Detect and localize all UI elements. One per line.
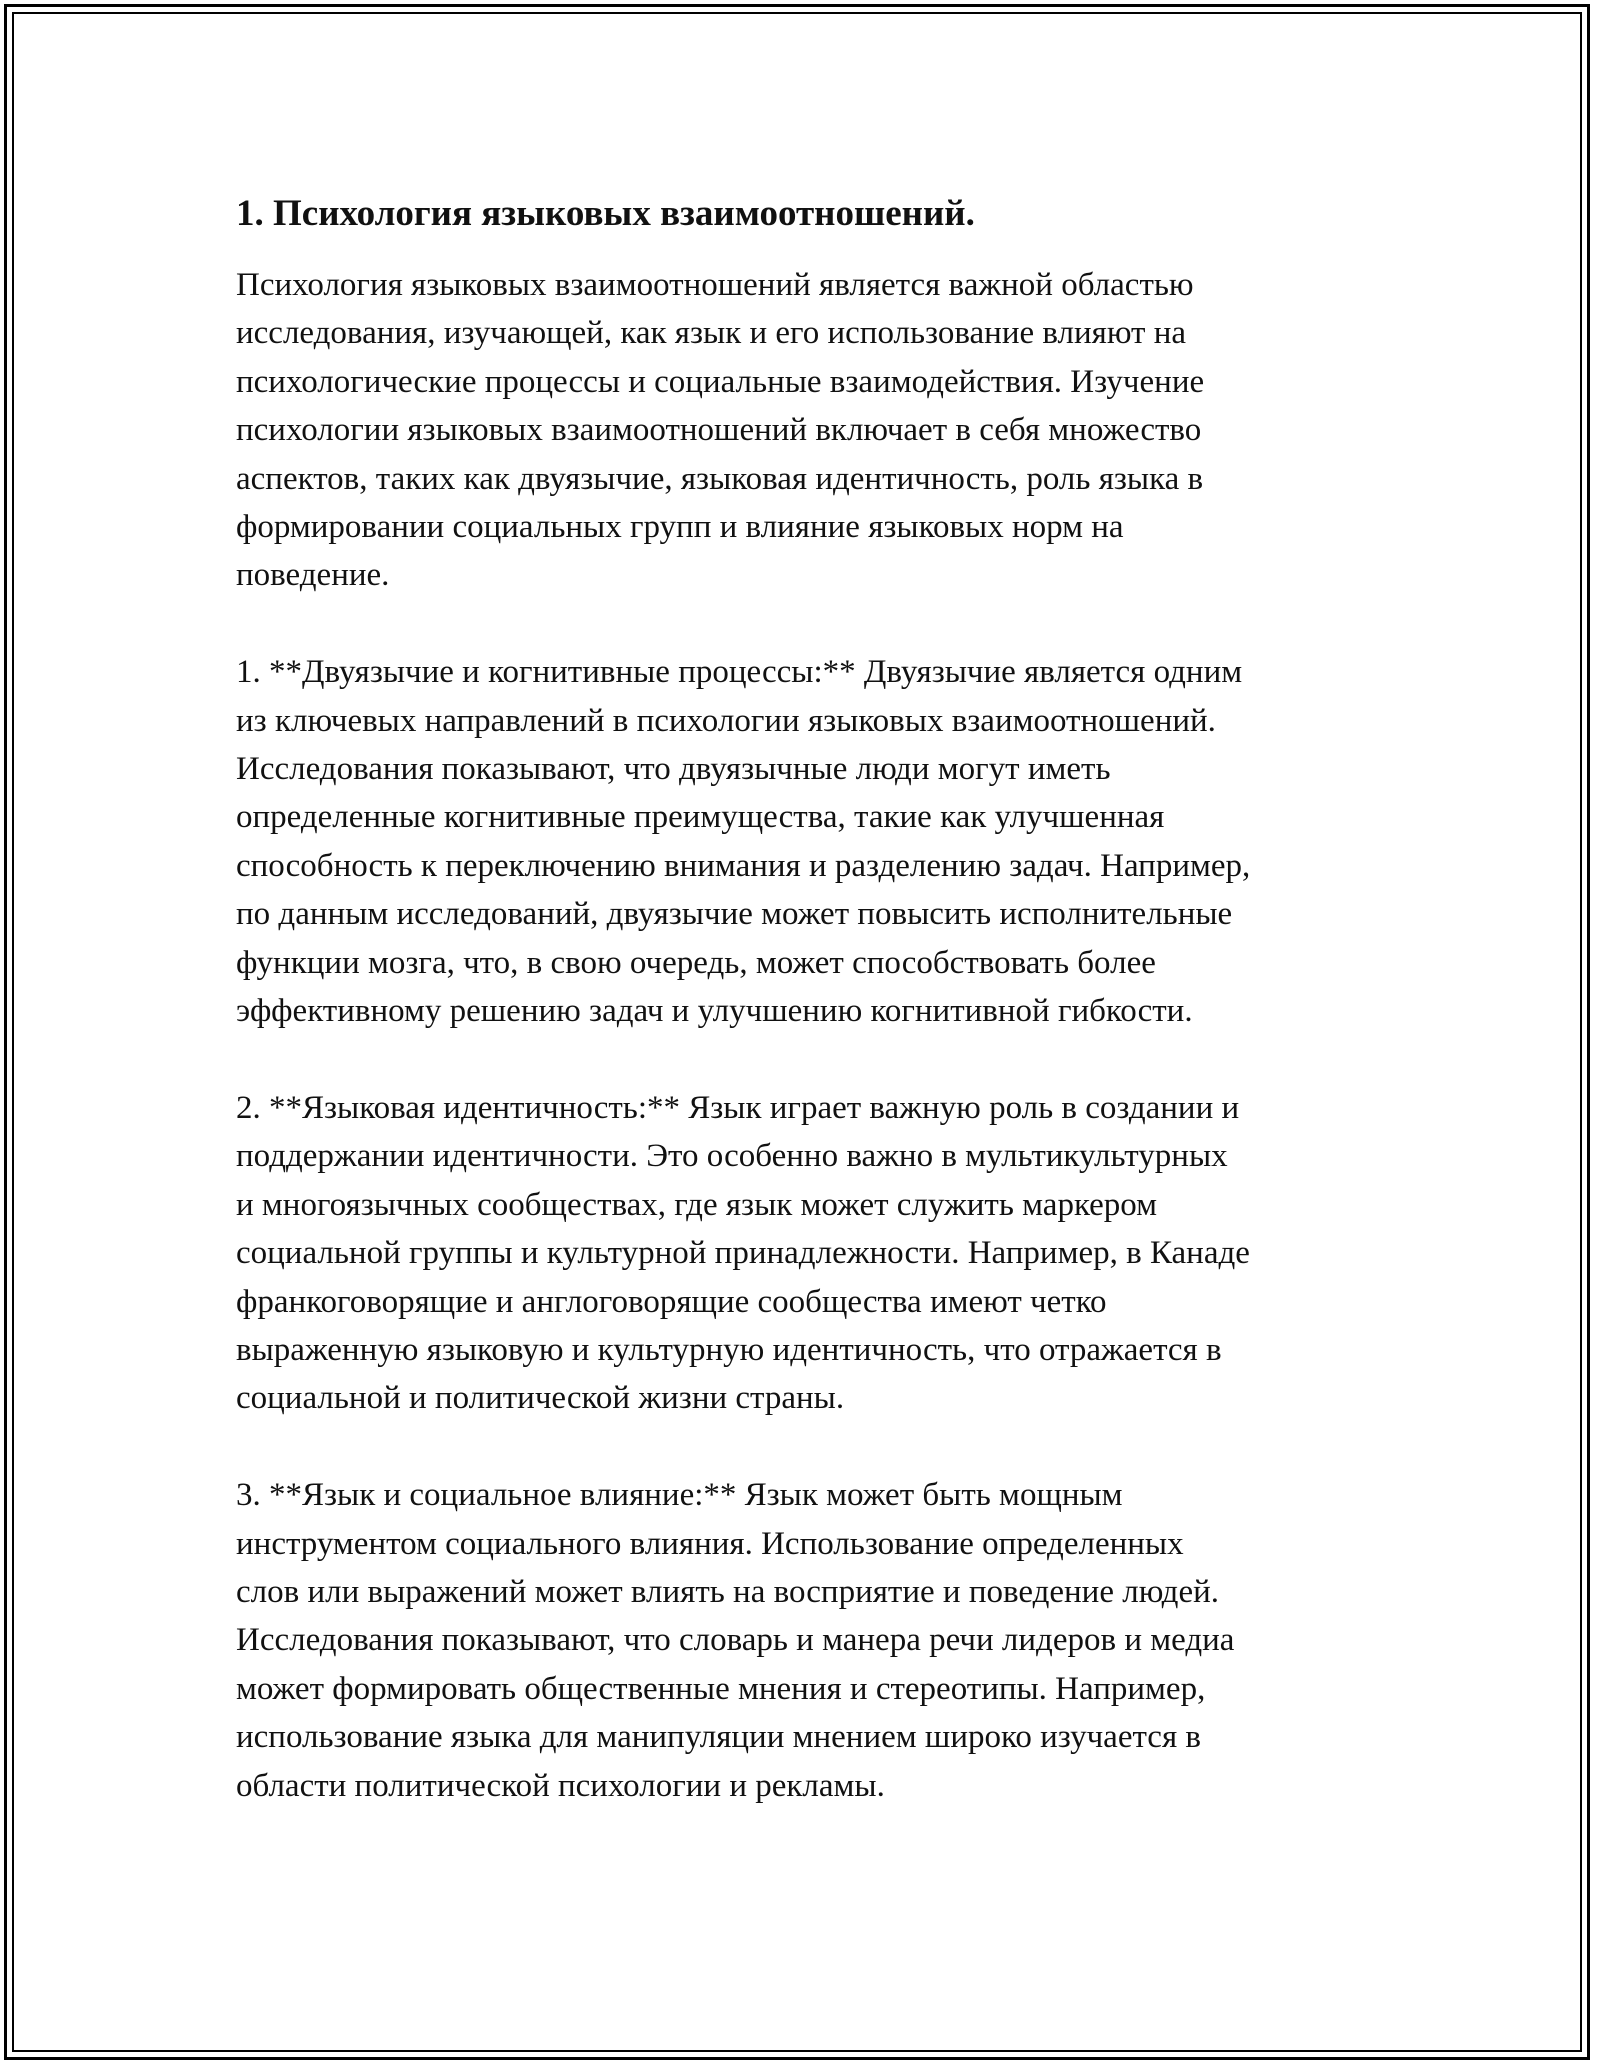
text-line: из ключевых направлений в психологии языковых взаимоотношений. xyxy=(236,702,1216,739)
paragraph-bilingualism xyxy=(236,648,1376,1035)
paragraph-social-influence xyxy=(236,1471,1376,1810)
text-line: Исследования показывают, что двуязычные люди могут иметь xyxy=(236,751,1111,788)
text-line: 2. **Языковая идентичность:** Язык играет важную роль в создании и xyxy=(236,1089,1240,1126)
text-line: исследования, изучающей, как язык и его использование влияют на xyxy=(236,315,1187,352)
paragraph-intro xyxy=(236,261,1376,600)
document-heading: 1. Психология языковых взаимоотношений. xyxy=(236,193,975,234)
text-line: психологические процессы и социальные взаимодействия. Изучение xyxy=(236,363,1205,400)
paragraph-identity xyxy=(236,1084,1376,1423)
text-line: эффективному решению задач и улучшению когнитивной гибкости. xyxy=(236,993,1193,1030)
text-line: Психология языковых взаимоотношений является важной областью xyxy=(236,267,1194,303)
text-line: социальной и политической жизни страны. xyxy=(236,1380,845,1417)
text-line: инструментом социального влияния. Использование определенных xyxy=(236,1525,1184,1562)
document-body xyxy=(236,188,1376,1810)
text-line: 1. **Двуязычие и когнитивные процессы:** Двуязычие является одним xyxy=(236,654,1243,691)
text-line: аспектов, таких как двуязычие, языковая идентичность, роль языка в xyxy=(236,460,1204,497)
text-line: функции мозга, что, в свою очередь, может способствовать более xyxy=(236,944,1156,981)
text-line: поддержании идентичности. Это особенно важно в мультикультурных xyxy=(236,1138,1228,1175)
text-line: формировании социальных групп и влияние языковых норм на xyxy=(236,509,1124,546)
text-line: использование языка для манипуляции мнением широко изучается в xyxy=(236,1719,1201,1756)
text-line: франкоговорящие и англоговорящие сообщества имеют четко xyxy=(236,1283,1107,1320)
text-line: психологии языковых взаимоотношений включает в себя множество xyxy=(236,412,1202,449)
text-line: способность к переключению внимания и разделению задач. Например, xyxy=(236,847,1251,884)
text-line: определенные когнитивные преимущества, такие как улучшенная xyxy=(236,799,1165,836)
text-line: Исследования показывают, что словарь и манера речи лидеров и медиа xyxy=(236,1622,1235,1659)
text-line: по данным исследований, двуязычие может повысить исполнительные xyxy=(236,896,1233,933)
text-line: выраженную языковую и культурную идентичность, что отражается в xyxy=(236,1331,1222,1368)
text-line: области политической психологии и рекламы. xyxy=(236,1767,885,1804)
text-line: социальной группы и культурной принадлежности. Например, в Канаде xyxy=(236,1235,1250,1272)
text-line: поведение. xyxy=(236,557,390,594)
text-line: 3. **Язык и социальное влияние:** Язык может быть мощным xyxy=(236,1477,1123,1514)
text-line: слов или выражений может влиять на восприятие и поведение людей. xyxy=(236,1573,1220,1610)
text-line: может формировать общественные мнения и стереотипы. Например, xyxy=(236,1670,1206,1707)
text-line: и многоязычных сообществах, где язык может служить маркером xyxy=(236,1186,1158,1223)
